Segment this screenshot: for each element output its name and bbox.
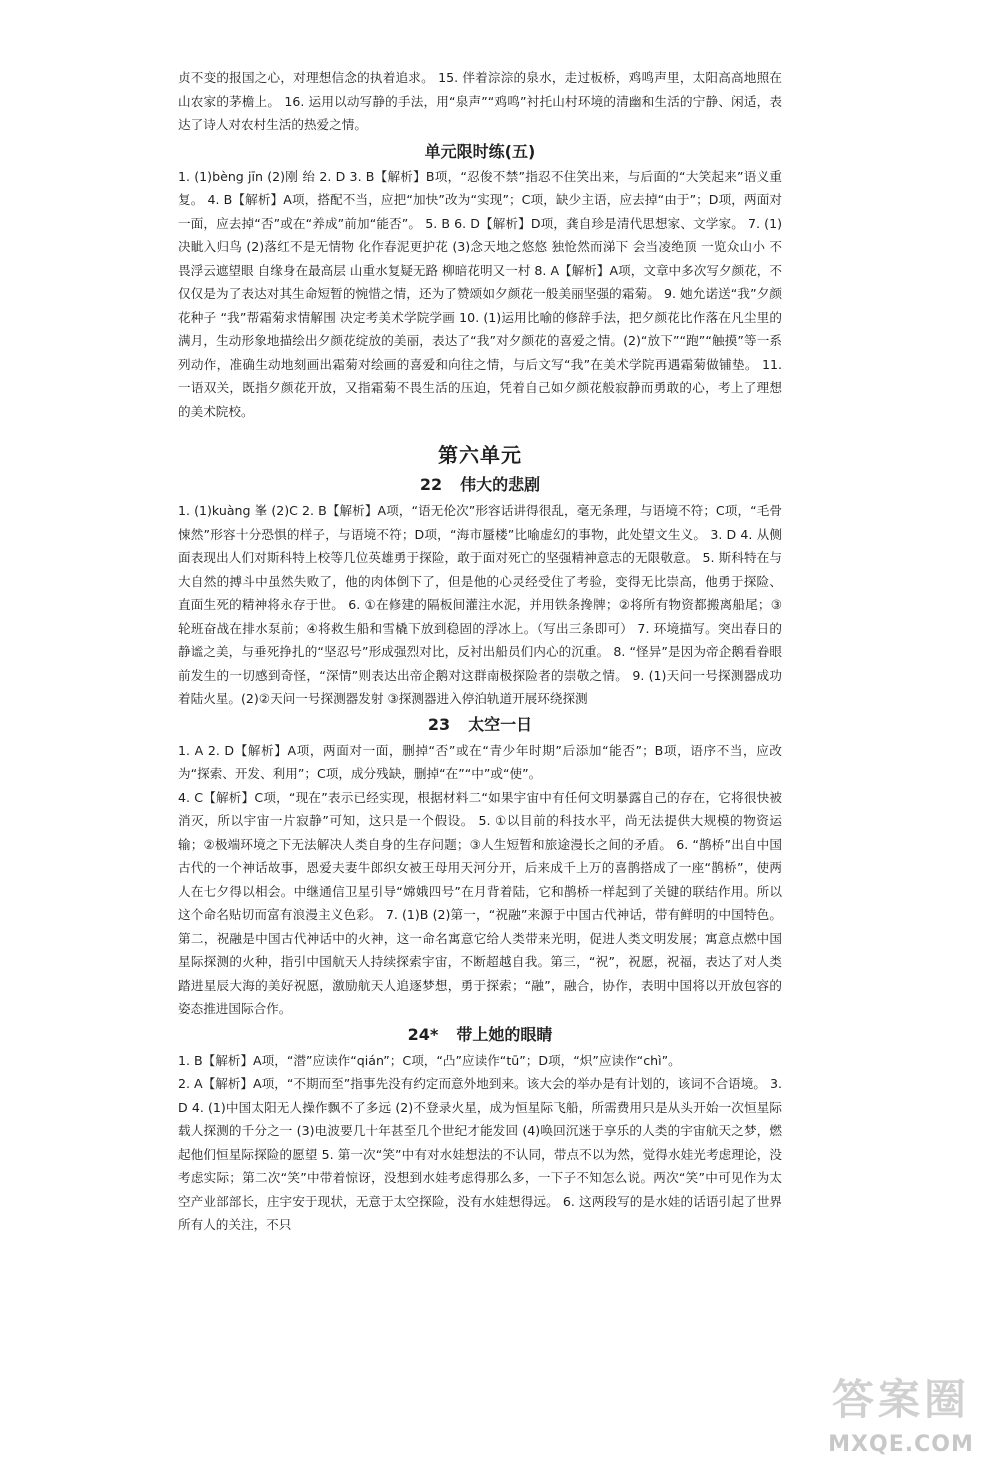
lesson-answers: 1. B【解析】A项，“潜”应读作“qián”；C项，“凸”应读作“tū”；D项，“炽”应读作“chì”。 [178, 1052, 681, 1068]
lesson-answers: 1. A 2. D【解析】A项，两面对一面，删掉“否”或在“青少年时期”后添加“能否”；B项，语序不当，应改为“探索、开发、利用”；C项，成分残缺，删掉“在”“中”或“使”。 [178, 742, 782, 781]
lesson-number: 24* [407, 1024, 439, 1044]
lesson-number: 22 [419, 475, 443, 494]
unit-test-answers: 1. (1)bèng jīn (2)刚 绐 2. D 3. B【解析】B项，“忍俊不禁”指忍不住笑出来，与后面的“大笑起来”语义重复。 4. B【解析】A项，搭配不当，应把“加快”改为“实现”；C项，缺少主语，应去掉“由于”；D项，两面对一面，应去掉“否”或在“养成”前加“能否”。 5. B 6. D【解析】D项，龚自珍是清代思想家、文学家。 7. (1)决眦入归鸟 (2)落红不是无情物 化作春泥更护花 (3)念天地之悠悠 独怆然而涕下 会当凌绝顶 一览众山小 不畏浮云遮望眼 自缘身在最高层 山重水复疑无路 柳暗花明又一村 8. A【解析】A项，文章中多次写夕颜花，不仅仅是为了表达对其生命短暂的惋惜之情，还为了赞颂如夕颜花一般美丽坚强的霜菊。 9. 她允诺送“我”夕颜花种子 “我”帮霜菊求情解围 决定考美术学院学画 10. (1)运用比喻的修辞手法，把夕颜花比作落在凡尘里的满月，生动形象地描绘出夕颜花绽放的美丽，表达了“我”对夕颜花的喜爱之情。(2)“放下”“跑”“触摸”等一系列动作，准确生动地刻画出霜菊对绘画的喜爱和向往之情，与后文写“我”在美术学院再遇霜菊做铺垫。 11. 一语双关，既指夕颜花开放，又指霜菊不畏生活的压迫，凭着自己如夕颜花般寂静而勇敢的心，考上了理想的美术院校。 [178, 168, 782, 419]
lesson-heading [178, 711, 782, 739]
lesson-answers: 2. A【解析】A项，“不期而至”指事先没有约定而意外地到来。该大会的举办是有计划的，该词不合语境。 3. D 4. (1)中国太阳无人操作飘不了多远 (2)不登录火星，成为恒星际飞船，所需费用只是从头开始一次恒星际载人探测的千分之一 (3)电波要几十年甚至几个世纪才能发回 (4)唤回沉迷于享乐的人类的宇宙航天之梦，燃起他们恒星际探险的愿望 5. 第一次“笑”中有对水娃想法的不认同，带点不以为然，觉得水娃光考虑理论，没考虑实际；第二次“笑”中带着惊讶，没想到水娃考虑得那么多，一下子不知怎么说。两次“笑”中可见作为太空产业部部长，庄宇安于现状，无意于太空探险，没有水娃想得远。 6. 这两段写的是水娃的话语引起了世界所有人的关注，不只 [178, 1076, 782, 1232]
answer-page [178, 66, 782, 1237]
lesson-number: 23 [427, 714, 451, 734]
watermark-domain: MXQE.COM [828, 1432, 974, 1457]
part-heading: 第六单元 [438, 443, 522, 467]
intro-paragraph: 贞不变的报国之心，对理想信念的执着追求。 15. 伴着淙淙的泉水，走过板桥，鸡鸣声里，太阳高高地照在山农家的茅檐上。 16. 运用以动写静的手法，用“泉声”“鸡鸣”衬托山村环境的清幽和生活的宁静、闲适，表达了诗人对农村生活的热爱之情。 [178, 70, 782, 132]
watermark-logo-text: 答案圈 [831, 1375, 970, 1424]
unit-test-heading: 单元限时练(五) [424, 141, 536, 161]
lesson-section-23 [178, 711, 782, 1021]
lesson-title: 太空一日 [468, 714, 533, 734]
lesson-answers: 1. (1)kuàng 峯 (2)C 2. B【解析】A项，“语无伦次”形容话讲得很乱，毫无条理，与语境不符；C项，“毛骨悚然”形容十分恐惧的样子，与语境不符；D项，“海市蜃楼”比喻虚幻的事物，此处望文生义。 3. D 4. 从侧面表现出人们对斯科特上校等几位英雄勇于探险，敢于面对死亡的坚强精神意志的无限敬意。 5. 斯科特在与大自然的搏斗中虽然失败了，他的肉体倒下了，但是他的心灵经受住了考验，变得无比崇高，他勇于探险、直面生死的精神将永存于世。 6. ①在修建的隔板间灌注水泥，并用铁条搀牌；②将所有物资都搬离船尾；③轮班奋战在排水泵前；④将救生船和雪橇下放到稳固的浮冰上。（写出三条即可） 7. 环境描写。突出春日的静谧之美，与垂死挣扎的“坚忍号”形成强烈对比，反衬出船员们内心的沉重。 8. “怪异”是因为帝企鹅看眷眼前发生的一切感到奇怪，“深情”则表达出帝企鹅对这群南极探险者的崇敬之情。 9. (1)天问一号探测器成功着陆火星。(2)②天问一号探测器发射 ③探测器进入停泊轨道开展环绕探测 [178, 503, 782, 706]
lesson-heading [178, 471, 782, 499]
lesson-title: 带上她的眼睛 [456, 1024, 553, 1044]
site-watermark [812, 1374, 992, 1466]
lesson-section-24 [178, 1021, 782, 1237]
lesson-section-22 [178, 471, 782, 711]
lesson-heading [178, 1021, 782, 1049]
lesson-answers: 4. C【解析】C项，“现在”表示已经实现，根据材料二“如果宇宙中有任何文明暴露自己的存在，它将很快被消灭，所以宇宙一片寂静”可知，这只是一个假设。 5. ①以目前的科技水平，尚无法提供大规模的物资运输；②极端环境之下无法解决人类自身的生存问题；③人生短暂和旅途漫长之间的矛盾。 6. “鹊桥”出自中国古代的一个神话故事，恩爱夫妻牛郎织女被王母用天河分开，后来成千上万的喜鹊搭成了一座“鹊桥”，使两人在七夕得以相会。中继通信卫星引导“嫦娥四号”在月背着陆，它和鹊桥一样起到了关键的联结作用。所以这个命名贴切而富有浪漫主义色彩。 7. (1)B (2)第一，“祝融”来源于中国古代神话，带有鲜明的中国特色。第二，祝融是中国古代神话中的火神，这一命名寓意它给人类带来光明，促进人类文明发展；寓意点燃中国星际探测的火种，指引中国航天人持续探索宇宙，不断超越自我。第三，“祝”，祝愿，祝福，表达了对人类踏进星辰大海的美好祝愿，激励航天人追逐梦想，勇于探索；“融”，融合，协作，表明中国将以开放包容的姿态推进国际合作。 [178, 789, 782, 1016]
lesson-title: 伟大的悲剧 [460, 475, 541, 494]
